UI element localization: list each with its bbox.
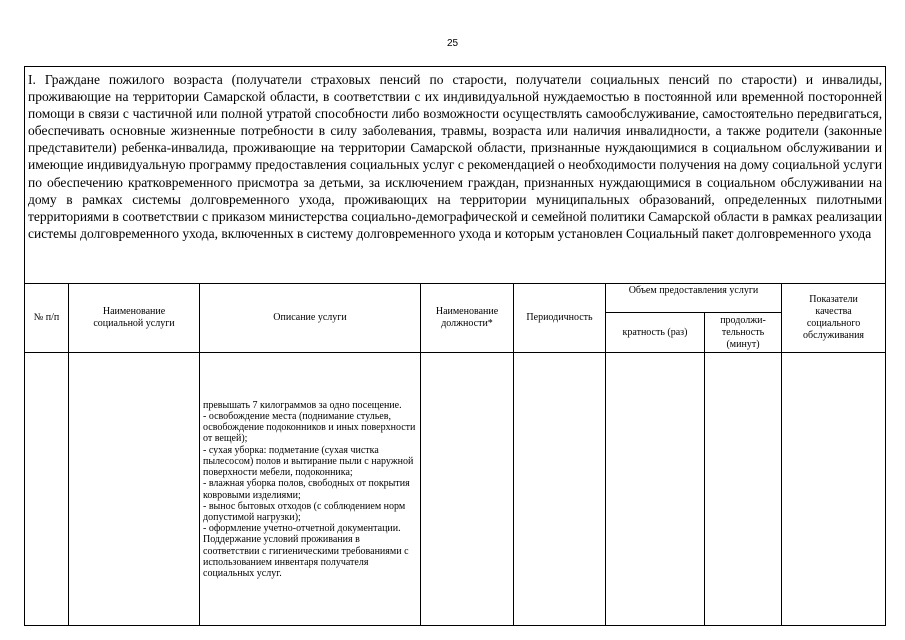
header-frequency: кратность (раз) <box>606 313 705 353</box>
header-periodicity: Периодичность <box>514 284 606 353</box>
header-row-1 <box>25 284 886 313</box>
description-text: превышать 7 килограммов за одно посещение. - освобождение места (поднимание стульев, освобождение подоконников и иных поверхности от вещей); - сухая уборка: подметание (сухая чистка пылесосом) полов и вытирание пыли с наружной поверхности мебели, подоконника; - влажная уборка полов, свободных от покрытия ковровыми изделиями; - вынос бытовых отходов (с соблюдением норм допустимой нагрузки); - оформление учетно-отчетной документации. Поддержание условий проживания в соответствии с гигиеническими требованиями с использованием инвентаря получателя социальных услуг. <box>203 399 416 579</box>
cell-quality <box>782 353 886 626</box>
header-duration: продолжи-тельность (минут) <box>705 313 782 353</box>
table-row <box>25 353 886 626</box>
category-description: I. Граждане пожилого возраста (получатели страховых пенсий по старости, получатели социальных пенсий по старости) и инвалиды, проживающие на территории Самарской области, в соответствии с их индивидуальной нуждаемостью в постоянной или временной посторонней помощи в связи с частичной или полной утратой способности либо возможности осуществлять самообслуживание, самостоятельно передвигаться, обеспечивать основные жизненные потребности в силу заболевания, травмы, возраста или наличия инвалидности, а также родители (законные представители) ребенка-инвалида, проживающие на территории Самарской области, признанные нуждающимися в социальном обслуживании и имеющие индивидуальную программу предоставления социальных услуг с рекомендацией о необходимости получения на дому социальной услуги по обеспечению кратковременного присмотра за детьми, за исключением граждан, признанных нуждающимися в социальном обслуживании на дому в рамках системы долговременного ухода, проживающих на территории муниципальных образований, определенных пилотными территориями в соответствии с приказом министерства социально-демографической и семейной политики Самарской области в рамках реализации системы долговременного ухода, включенных в систему долговременного ухода и которым установлен Социальный пакет долговременного ухода <box>25 67 886 284</box>
cell-duration <box>705 353 782 626</box>
page-number: 25 <box>446 38 459 49</box>
header-num: № п/п <box>25 284 69 353</box>
cell-num <box>25 353 69 626</box>
header-position: Наименование должности* <box>421 284 514 353</box>
intro-row <box>25 67 886 284</box>
cell-periodicity <box>514 353 606 626</box>
header-service-name: Наименование социальной услуги <box>69 284 200 353</box>
cell-position <box>421 353 514 626</box>
header-volume: Объем предоставления услуги <box>606 284 782 313</box>
header-description: Описание услуги <box>200 284 421 353</box>
cell-description <box>200 353 421 626</box>
header-quality: Показатели качества социального обслуживания <box>782 284 886 353</box>
cell-frequency <box>606 353 705 626</box>
services-table <box>24 66 886 626</box>
cell-service-name <box>69 353 200 626</box>
